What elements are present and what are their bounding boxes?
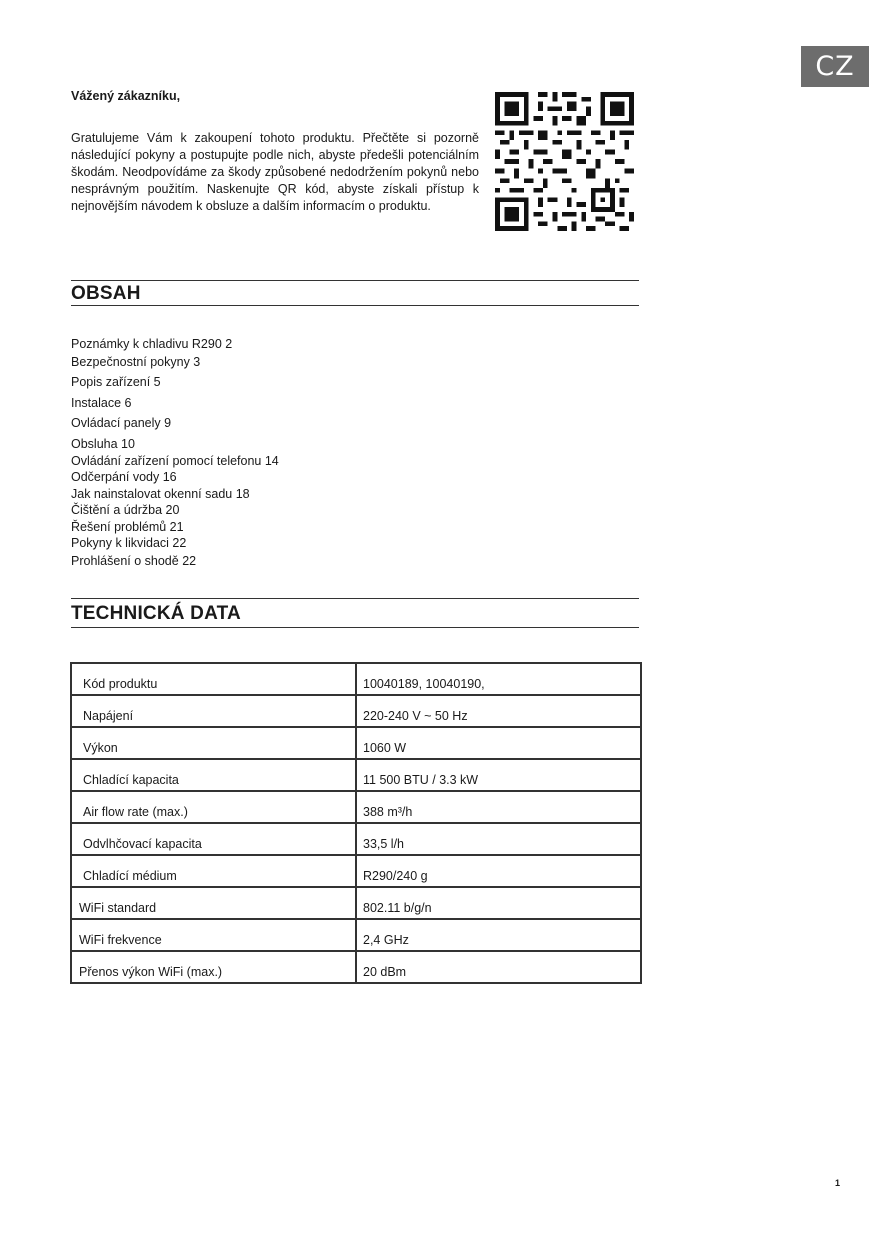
table-row [71, 855, 641, 887]
table-row [71, 727, 641, 759]
spec-value-cell: R290/240 g [356, 855, 641, 887]
table-row [71, 759, 641, 791]
spec-value-cell: 2,4 GHz [356, 919, 641, 951]
toc-item[interactable]: Odčerpání vody 16 [71, 470, 177, 484]
table-row [71, 695, 641, 727]
obsah-rule-top [71, 280, 639, 281]
toc-item[interactable]: Pokyny k likvidaci 22 [71, 536, 187, 550]
obsah-rule-bottom [71, 305, 639, 306]
spec-value-cell: 33,5 l/h [356, 823, 641, 855]
spec-value-cell: 11 500 BTU / 3.3 kW [356, 759, 641, 791]
table-row [71, 791, 641, 823]
toc-item[interactable]: Ovládací panely 9 [71, 416, 172, 430]
table-row [71, 887, 641, 919]
table-row [71, 663, 641, 695]
toc-item[interactable]: Instalace 6 [71, 396, 132, 410]
language-tab: CZ [801, 46, 869, 87]
toc-item[interactable]: Prohlášení o shodě 22 [71, 554, 197, 568]
spec-label-cell: Kód produktu [71, 663, 356, 695]
qr-code-image [495, 92, 634, 231]
tech-data-table [70, 662, 642, 984]
toc-item[interactable]: Bezpečnostní pokyny 3 [71, 355, 201, 369]
toc-item[interactable]: Obsluha 10 [71, 437, 135, 451]
spec-value-cell: 220-240 V ~ 50 Hz [356, 695, 641, 727]
page-number: 1 [835, 1178, 841, 1188]
tech-rule-top [71, 598, 639, 599]
table-row [71, 919, 641, 951]
toc-item[interactable]: Poznámky k chladivu R290 2 [71, 337, 233, 351]
contents-heading: OBSAH [71, 283, 141, 304]
spec-label-cell: Napájení [71, 695, 356, 727]
spec-label-cell: Odvlhčovací kapacita [71, 823, 356, 855]
spec-label-cell: Air flow rate (max.) [71, 791, 356, 823]
toc-item[interactable]: Řešení problémů 21 [71, 520, 184, 534]
toc-item[interactable]: Jak nainstalovat okenní sadu 18 [71, 487, 250, 501]
spec-value-cell: 10040189, 10040190, [356, 663, 641, 695]
tech-data-heading: TECHNICKÁ DATA [71, 603, 241, 624]
spec-label-cell: WiFi frekvence [71, 919, 356, 951]
spec-label-cell: Přenos výkon WiFi (max.) [71, 951, 356, 983]
spec-value-cell: 1060 W [356, 727, 641, 759]
spec-value-cell: 802.11 b/g/n [356, 887, 641, 919]
spec-label-cell: Chladící kapacita [71, 759, 356, 791]
toc-item[interactable]: Čištění a údržba 20 [71, 503, 180, 517]
table-row [71, 951, 641, 983]
toc-item[interactable]: Ovládání zařízení pomocí telefonu 14 [71, 454, 279, 468]
table-row [71, 823, 641, 855]
spec-label-cell: Výkon [71, 727, 356, 759]
spec-value-cell: 388 m³/h [356, 791, 641, 823]
spec-label-cell: WiFi standard [71, 887, 356, 919]
spec-label-cell: Chladící médium [71, 855, 356, 887]
spec-value-cell: 20 dBm [356, 951, 641, 983]
greeting: Vážený zákazníku, [71, 89, 181, 103]
tech-rule-bottom [71, 627, 639, 628]
intro-paragraph: Gratulujeme Vám k zakoupení tohoto produktu. Přečtěte si pozorně následující pokyny a postupujte podle nich, abyste předešli potenciálním škodám. Neodpovídáme za škody způsobené nedodržením pokynů nebo nesprávným použitím. Naskenujte QR kód, abyste získali přístup k nejnovějším návodem k obsluze a dalším informacím o produktu. [71, 131, 479, 213]
toc-item[interactable]: Popis zařízení 5 [71, 375, 161, 389]
